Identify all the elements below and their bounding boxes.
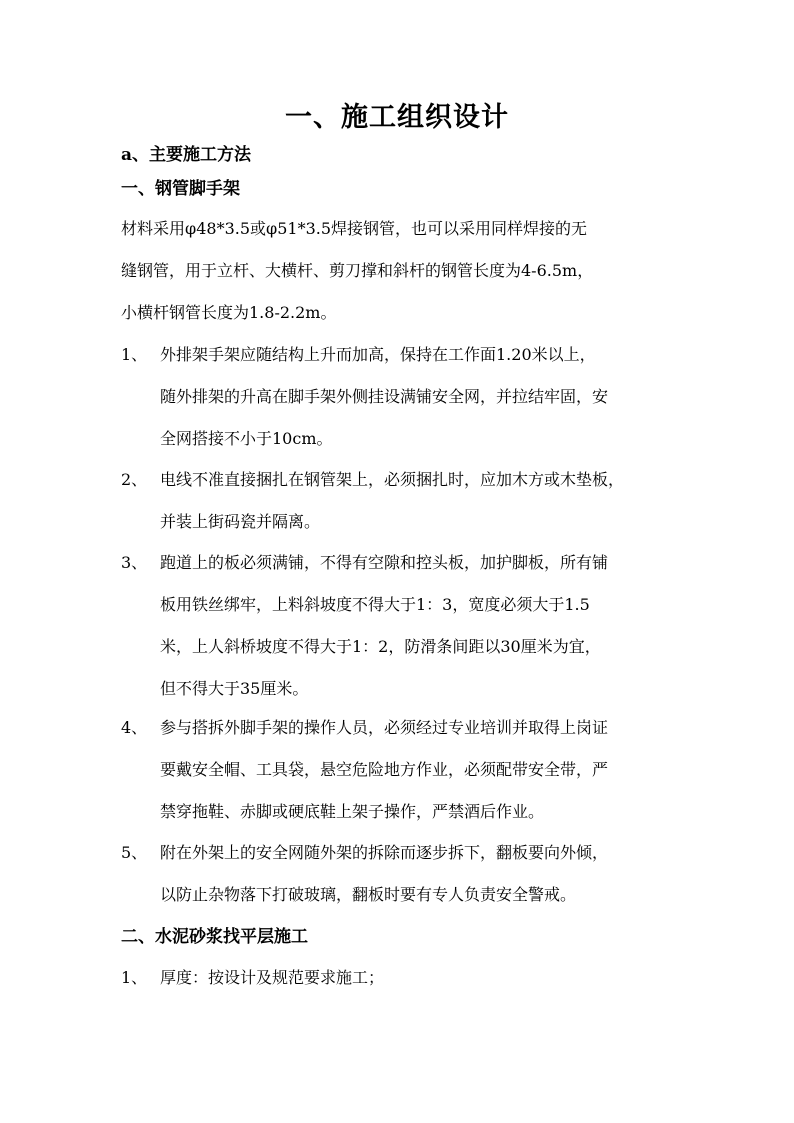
intro-line: 材料采用φ48*3.5或φ51*3.5焊接钢管，也可以采用同样焊接的无	[121, 219, 588, 238]
list-item-line: 要戴安全帽、工具袋，悬空危险地方作业，必须配带安全带，严	[160, 760, 609, 779]
list-item-body	[160, 707, 681, 833]
list-item-body	[160, 459, 681, 543]
page-title: 一、施工组织设计	[285, 102, 509, 133]
list-item-line: 米，上人斜桥坡度不得大于1：2，防滑条间距以30厘米为宜，	[160, 637, 601, 656]
list-item-line: 外排架手架应随结构上升而加高，保持在工作面1.20米以上，	[160, 345, 596, 364]
list-item-body	[160, 542, 681, 710]
list-item-line: 以防止杂物落下打破玻璃，翻板时要有专人负责安全警戒。	[160, 885, 577, 904]
list-item-line: 电线不准直接捆扎在钢管架上，必须捆扎时，应加木方或木垫板，	[160, 470, 625, 489]
section-1-intro	[121, 208, 681, 334]
list-item-body	[160, 832, 681, 916]
list-item-line: 全网搭接不小于10cm。	[160, 429, 333, 448]
list-item-line: 附在外架上的安全网随外架的拆除而逐步拆下，翻板要向外倾，	[160, 843, 609, 862]
section-1-heading: 一、钢管脚手架	[121, 179, 240, 199]
section-a-heading: a、主要施工方法	[121, 145, 252, 165]
list-item-number: 1、	[121, 968, 148, 987]
list-item-number: 5、	[121, 843, 148, 862]
list-item-line: 随外排架的升高在脚手架外侧挂设满铺安全网，并拉结牢固，安	[160, 387, 609, 406]
list-item-line: 跑道上的板必须满铺，不得有空隙和控头板，加护脚板，所有铺	[160, 553, 609, 572]
list-item-line: 板用铁丝绑牢，上料斜坡度不得大于1：3，宽度必须大于1.5	[160, 595, 590, 614]
list-item-line: 禁穿拖鞋、赤脚或硬底鞋上架子操作，严禁酒后作业。	[160, 802, 545, 821]
list-item-line: 并装上街码瓷并隔离。	[160, 512, 321, 531]
list-item-number: 1、	[121, 345, 148, 364]
intro-line: 缝钢管，用于立杆、大横杆、剪刀撑和斜杆的钢管长度为4-6.5m，	[121, 261, 594, 280]
list-item-line: 厚度：按设计及规范要求施工；	[160, 968, 385, 987]
list-item-line: 参与搭拆外脚手架的操作人员，必须经过专业培训并取得上岗证	[160, 718, 609, 737]
intro-line: 小横杆钢管长度为1.8-2.2m。	[121, 303, 337, 322]
list-item-number: 3、	[121, 553, 148, 572]
list-item-body	[160, 334, 681, 460]
list-item-line: 但不得大于35厘米。	[160, 679, 309, 698]
list-item-number: 2、	[121, 470, 148, 489]
list-item-number: 4、	[121, 718, 148, 737]
list-item-body	[160, 957, 681, 999]
section-2-heading: 二、水泥砂浆找平层施工	[121, 927, 308, 947]
